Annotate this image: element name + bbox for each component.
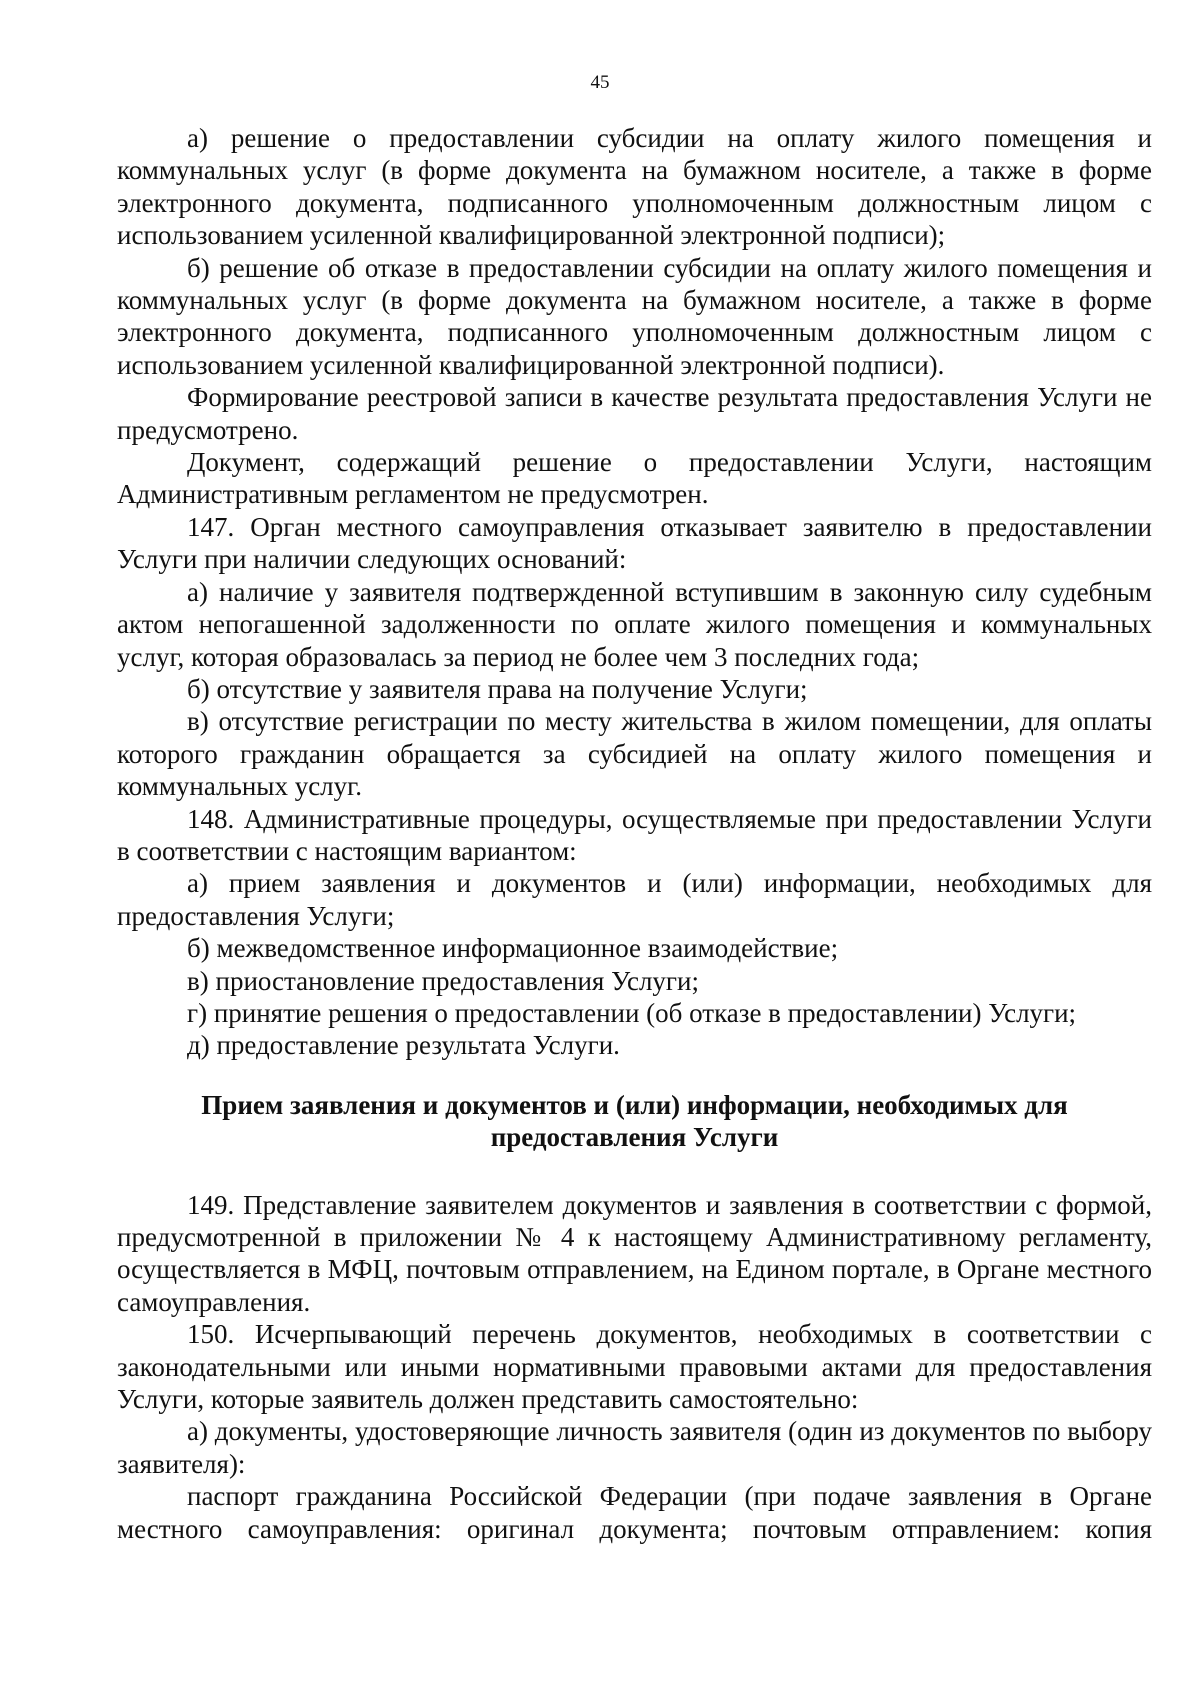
paragraph-result-decision-grant: а) решение о предоставлении субсидии на оплату жилого помещения и коммунальных услуг (в форме документа на бумажном носителе, а также в форме электронного документа, подписанного уполномоченным должностным лицом с использованием усиленной квалифицированной электронной подписи); (117, 123, 1152, 251)
paragraph-147-a: а) наличие у заявителя подтвержденной вступившим в законную силу судебным актом непогашенной задолженности по оплате жилого помещения и коммунальных услуг, которая образовалась за период не более чем 3 последних года; (117, 576, 1152, 672)
paragraph-registry-record: Формирование реестровой записи в качестве результата предоставления Услуги не предусмотрено. (117, 382, 1152, 445)
paragraph-148-d: д) предоставление результата Услуги. (187, 1030, 620, 1061)
paragraph-147-v: в) отсутствие регистрации по месту жительства в жилом помещении, для оплаты которого гражданин обращается за субсидией на оплату жилого помещения и коммунальных услуг. (117, 706, 1152, 802)
paragraph-result-decision-refusal: б) решение об отказе в предоставлении субсидии на оплату жилого помещения и коммунальных услуг (в форме документа на бумажном носителе, а также в форме электронного документа, подписанного уполномоченным должностным лицом с использованием усиленной квалифицированной электронной подписи). (117, 252, 1152, 380)
paragraph-148-v: в) приостановление предоставления Услуги; (187, 965, 699, 996)
paragraph-148-a: а) прием заявления и документов и (или) информации, необходимых для предоставления Услуги; (117, 868, 1152, 931)
paragraph-passport: паспорт гражданина Российской Федерации (при подаче заявления в Органе местного самоуправления: оригинал документа; почтовым отправлением: копия (117, 1481, 1152, 1544)
section-heading: Прием заявления и документов и (или) информации, необходимых для предоставления Услуги (201, 1089, 1068, 1153)
paragraph-decision-document: Документ, содержащий решение о предоставлении Услуги, настоящим Административным регламентом не предусмотрен. (117, 447, 1152, 510)
paragraph-150-a: а) документы, удостоверяющие личность заявителя (один из документов по выбору заявителя): (117, 1416, 1152, 1479)
paragraph-148: 148. Административные процедуры, осуществляемые при предоставлении Услуги в соответствии с настоящим вариантом: (117, 803, 1152, 866)
paragraph-147-b: б) отсутствие у заявителя права на получение Услуги; (187, 673, 808, 704)
paragraph-148-g: г) принятие решения о предоставлении (об отказе в предоставлении) Услуги; (187, 997, 1077, 1028)
page-number: 45 (590, 72, 610, 93)
paragraph-148-b: б) межведомственное информационное взаимодействие; (187, 933, 839, 964)
paragraph-147: 147. Орган местного самоуправления отказывает заявителю в предоставлении Услуги при наличии следующих оснований: (117, 511, 1152, 575)
paragraph-150: 150. Исчерпывающий перечень документов, необходимых в соответствии с законодательными или иными нормативными правовыми актами для предоставления Услуги, которые заявитель должен представить самостоятельно: (117, 1319, 1152, 1415)
document-body (117, 122, 1152, 1545)
paragraph-149: 149. Представление заявителем документов и заявления в соответствии с формой, предусмотренной в приложении № 4 к настоящему Административному регламенту, осуществляется в МФЦ, почтовым отправлением, на Едином портале, в Органе местного самоуправления. (117, 1189, 1152, 1317)
